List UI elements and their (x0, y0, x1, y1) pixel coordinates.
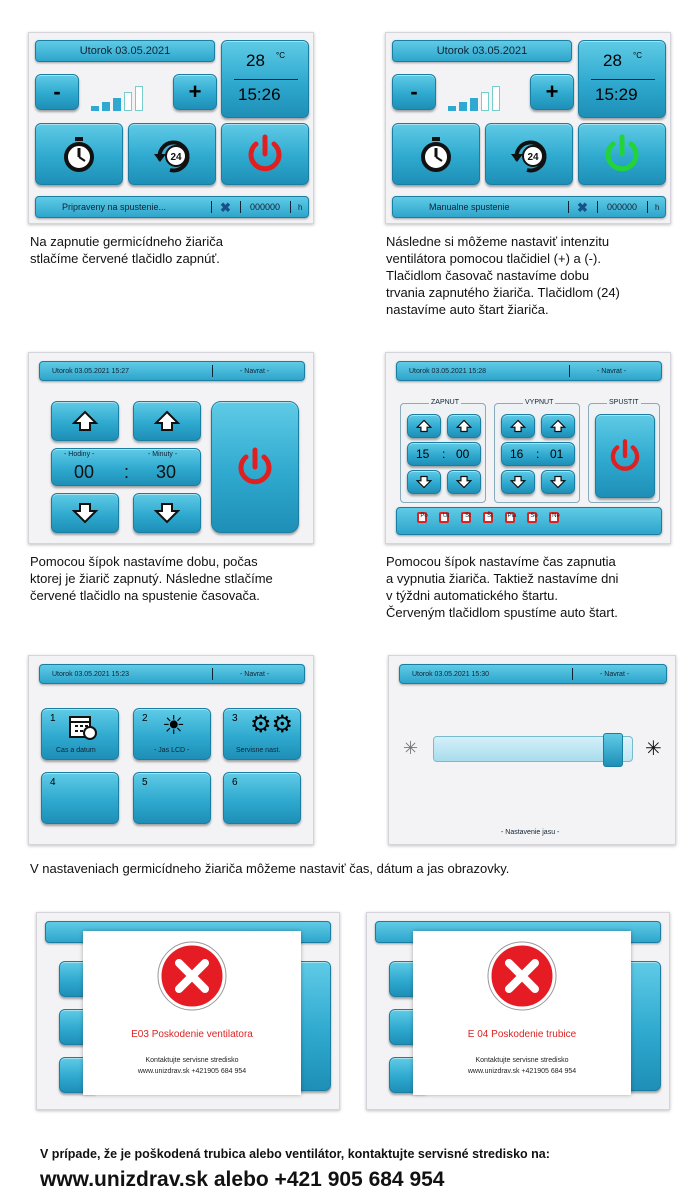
tile-date-time[interactable]: 1 Cas a datum (41, 708, 119, 760)
day-ne[interactable]: Ne (549, 512, 559, 523)
on-minutes-down[interactable] (447, 470, 481, 494)
tile-lcd-brightness[interactable]: 2 ☀ - Jas LCD - (133, 708, 211, 760)
footer-note: V prípade, že je poškodená trubica alebo ventilátor, kontaktujte servisné stredisko na: (40, 1147, 550, 1161)
error-x-icon (157, 941, 227, 1011)
timer-start-button[interactable] (211, 401, 299, 533)
date-bar: Utorok 03.05.2021 (35, 40, 215, 62)
status-bar (35, 196, 309, 218)
minutes-up-button[interactable] (133, 401, 201, 441)
arrow-down-icon (510, 475, 526, 489)
fan-level-indicator (448, 79, 520, 111)
hours-value: 00 (74, 462, 95, 482)
sun-dim-icon: ✳ (403, 738, 419, 758)
off-minutes-down[interactable] (541, 470, 575, 494)
on-hours-down[interactable] (407, 470, 441, 494)
temp-time-display (578, 40, 666, 118)
off-hours-up[interactable] (501, 414, 535, 438)
error-line-1: Kontaktujte servisne stredisko (475, 1057, 569, 1064)
hour-unit: h (298, 203, 303, 212)
temperature: 28 (246, 51, 265, 70)
day-po[interactable]: Po (417, 512, 427, 523)
temperature-unit: °C (633, 51, 642, 60)
clock: 15:29 (595, 85, 638, 104)
minutes-value: 30 (156, 462, 177, 482)
brightness-handle[interactable] (603, 733, 623, 767)
arrow-up-icon (550, 419, 566, 433)
hours-up-button[interactable] (51, 401, 119, 441)
fan-minus-button[interactable]: - (392, 74, 436, 110)
fan-level-indicator (91, 79, 163, 111)
timer-button[interactable] (35, 123, 123, 185)
day-pia[interactable]: Pia (505, 512, 515, 523)
screen-error-fan (36, 912, 340, 1110)
arrow-up-icon (456, 419, 472, 433)
autostart-24-label: 24 (527, 152, 539, 163)
autostart-24-icon (150, 134, 194, 174)
day-ut[interactable]: Ut (439, 512, 449, 523)
power-icon (243, 132, 287, 176)
hour-counter: 000000 (607, 202, 638, 212)
tile-service-settings[interactable]: 3 ⚙⚙ Servisne nast. (223, 708, 301, 760)
hours-down-button[interactable] (51, 493, 119, 533)
caption-5: V nastaveniach germicídneho žiariča môžeme nastaviť čas, dátum a jas obrazovky. (30, 861, 510, 876)
error-line-1: Kontaktujte servisne stredisko (145, 1057, 239, 1064)
day-so[interactable]: So (527, 512, 537, 523)
screen-ready (28, 32, 314, 224)
status-text: Pripraveny na spustenie... (62, 202, 167, 212)
sun-bright-icon: ✳ (645, 738, 662, 760)
arrow-down-icon (456, 475, 472, 489)
screen-settings (28, 655, 314, 845)
error-dialog (83, 931, 301, 1095)
status-bar (392, 196, 666, 218)
off-minutes-up[interactable] (541, 414, 575, 438)
footer-contact: www.unizdrav.sk alebo +421 905 684 954 (40, 1168, 445, 1191)
error-title: E03 Poskodenie ventilatora (131, 1029, 253, 1040)
back-button[interactable]: - Navrat - (240, 368, 270, 375)
fan-plus-button[interactable]: + (530, 74, 574, 110)
caption-1: Na zapnutie germicídneho žiariča stlačíme červené tlačidlo zapnúť. (30, 234, 223, 266)
power-icon (233, 445, 277, 489)
header-bar: Utorok 03.05.2021 15:27 - Navrat - (39, 361, 305, 381)
screen-brightness (388, 655, 676, 845)
hour-counter: 000000 (250, 202, 281, 212)
arrow-up-icon (510, 419, 526, 433)
stopwatch-icon (59, 134, 99, 174)
sun-icon: ☀ (162, 710, 186, 740)
autostart-24-button[interactable] (128, 123, 216, 185)
caption-3: Pomocou šípok nastavíme dobu, počas ktorej je žiarič zapnutý. Následne stlačíme červené tlačidlo na spustenie časovača. (30, 554, 273, 603)
fan-minus-button[interactable]: - (35, 74, 79, 110)
on-minutes-up[interactable] (447, 414, 481, 438)
tile-4[interactable]: 4 (41, 772, 119, 824)
screen-error-tube (366, 912, 670, 1110)
fan-icon: ✖ (220, 200, 231, 215)
arrow-down-icon (154, 502, 180, 524)
header-bar: Utorok 03.05.2021 15:23 - Navrat - (39, 664, 305, 684)
screen-manual (385, 32, 671, 224)
hour-unit: h (655, 203, 660, 212)
arrow-up-icon (416, 419, 432, 433)
back-button[interactable]: - Navrat - (240, 671, 270, 678)
temperature-unit: °C (276, 51, 285, 60)
start-group: SPUSTIT (588, 403, 660, 503)
fan-plus-button[interactable]: + (173, 74, 217, 110)
stopwatch-icon (416, 134, 456, 174)
error-line-2: www.unizdrav.sk +421905 684 954 (467, 1068, 577, 1075)
clock: 15:26 (238, 85, 281, 104)
weekday-bar (396, 507, 662, 535)
screen-autostart (385, 352, 671, 544)
caption-4: Pomocou šípok nastavíme čas zapnutia a vypnutia žiariča. Taktiež nastavíme dni v týždni automatického štartu. Červeným tlačidlom spustíme auto štart. (386, 554, 619, 620)
arrow-down-icon (72, 502, 98, 524)
autostart-24-button[interactable] (485, 123, 573, 185)
arrow-down-icon (416, 475, 432, 489)
header-bar: Utorok 03.05.2021 15:30 - Navrat - (399, 664, 667, 684)
arrow-down-icon (550, 475, 566, 489)
minutes-down-button[interactable] (133, 493, 201, 533)
off-time-display: 16 : 01 (501, 442, 575, 466)
autostart-24-icon (507, 134, 551, 174)
brightness-slider[interactable] (433, 736, 633, 762)
error-line-2: www.unizdrav.sk +421905 684 954 (137, 1068, 247, 1075)
off-time-group: VYPNUT 16 : 01 (494, 403, 580, 503)
day-stv[interactable]: Št (483, 512, 493, 523)
power-button[interactable] (221, 123, 309, 185)
arrow-up-icon (72, 410, 98, 432)
error-x-icon (487, 941, 557, 1011)
timer-button[interactable] (392, 123, 480, 185)
power-button[interactable] (578, 123, 666, 185)
timer-display: - Hodiny - - Minuty - 00 : 30 (51, 448, 201, 486)
brightness-label: - Nastavenie jasu - (501, 829, 560, 836)
temperature: 28 (603, 51, 622, 70)
day-st[interactable]: St (461, 512, 471, 523)
on-time-group: ZAPNUT 15 : 00 (400, 403, 486, 503)
power-icon-green (600, 132, 644, 176)
screen-timer (28, 352, 314, 544)
temp-time-display (221, 40, 309, 118)
status-text: Manualne spustenie (429, 202, 510, 212)
fan-icon: ✖ (577, 200, 588, 215)
tile-5[interactable]: 5 (133, 772, 211, 824)
brightness-fill (434, 737, 613, 761)
off-hours-down[interactable] (501, 470, 535, 494)
on-time-display: 15 : 00 (407, 442, 481, 466)
error-title: E 04 Poskodenie trubice (467, 1029, 577, 1040)
back-button[interactable]: - Navrat - (600, 671, 630, 678)
tile-6[interactable]: 6 (223, 772, 301, 824)
on-hours-up[interactable] (407, 414, 441, 438)
gears-icon: ⚙⚙ (250, 711, 294, 738)
autostart-power-button[interactable] (595, 414, 655, 498)
header-bar: Utorok 03.05.2021 15:28 - Navrat - (396, 361, 662, 381)
autostart-24-label: 24 (170, 152, 182, 163)
power-icon (606, 437, 644, 475)
caption-2: Následne si môžeme nastaviť intenzitu ventilátora pomocou tlačidiel (+) a (-). Tlačidlom časovač nastavíme dobu trvania zapnutého žiariča. Tlačidlom (24) nastavíme auto štart žiariča. (386, 234, 620, 317)
arrow-up-icon (154, 410, 180, 432)
date-bar: Utorok 03.05.2021 (392, 40, 572, 62)
back-button[interactable]: - Navrat - (597, 368, 627, 375)
error-dialog (413, 931, 631, 1095)
calendar-clock-icon (68, 713, 98, 741)
